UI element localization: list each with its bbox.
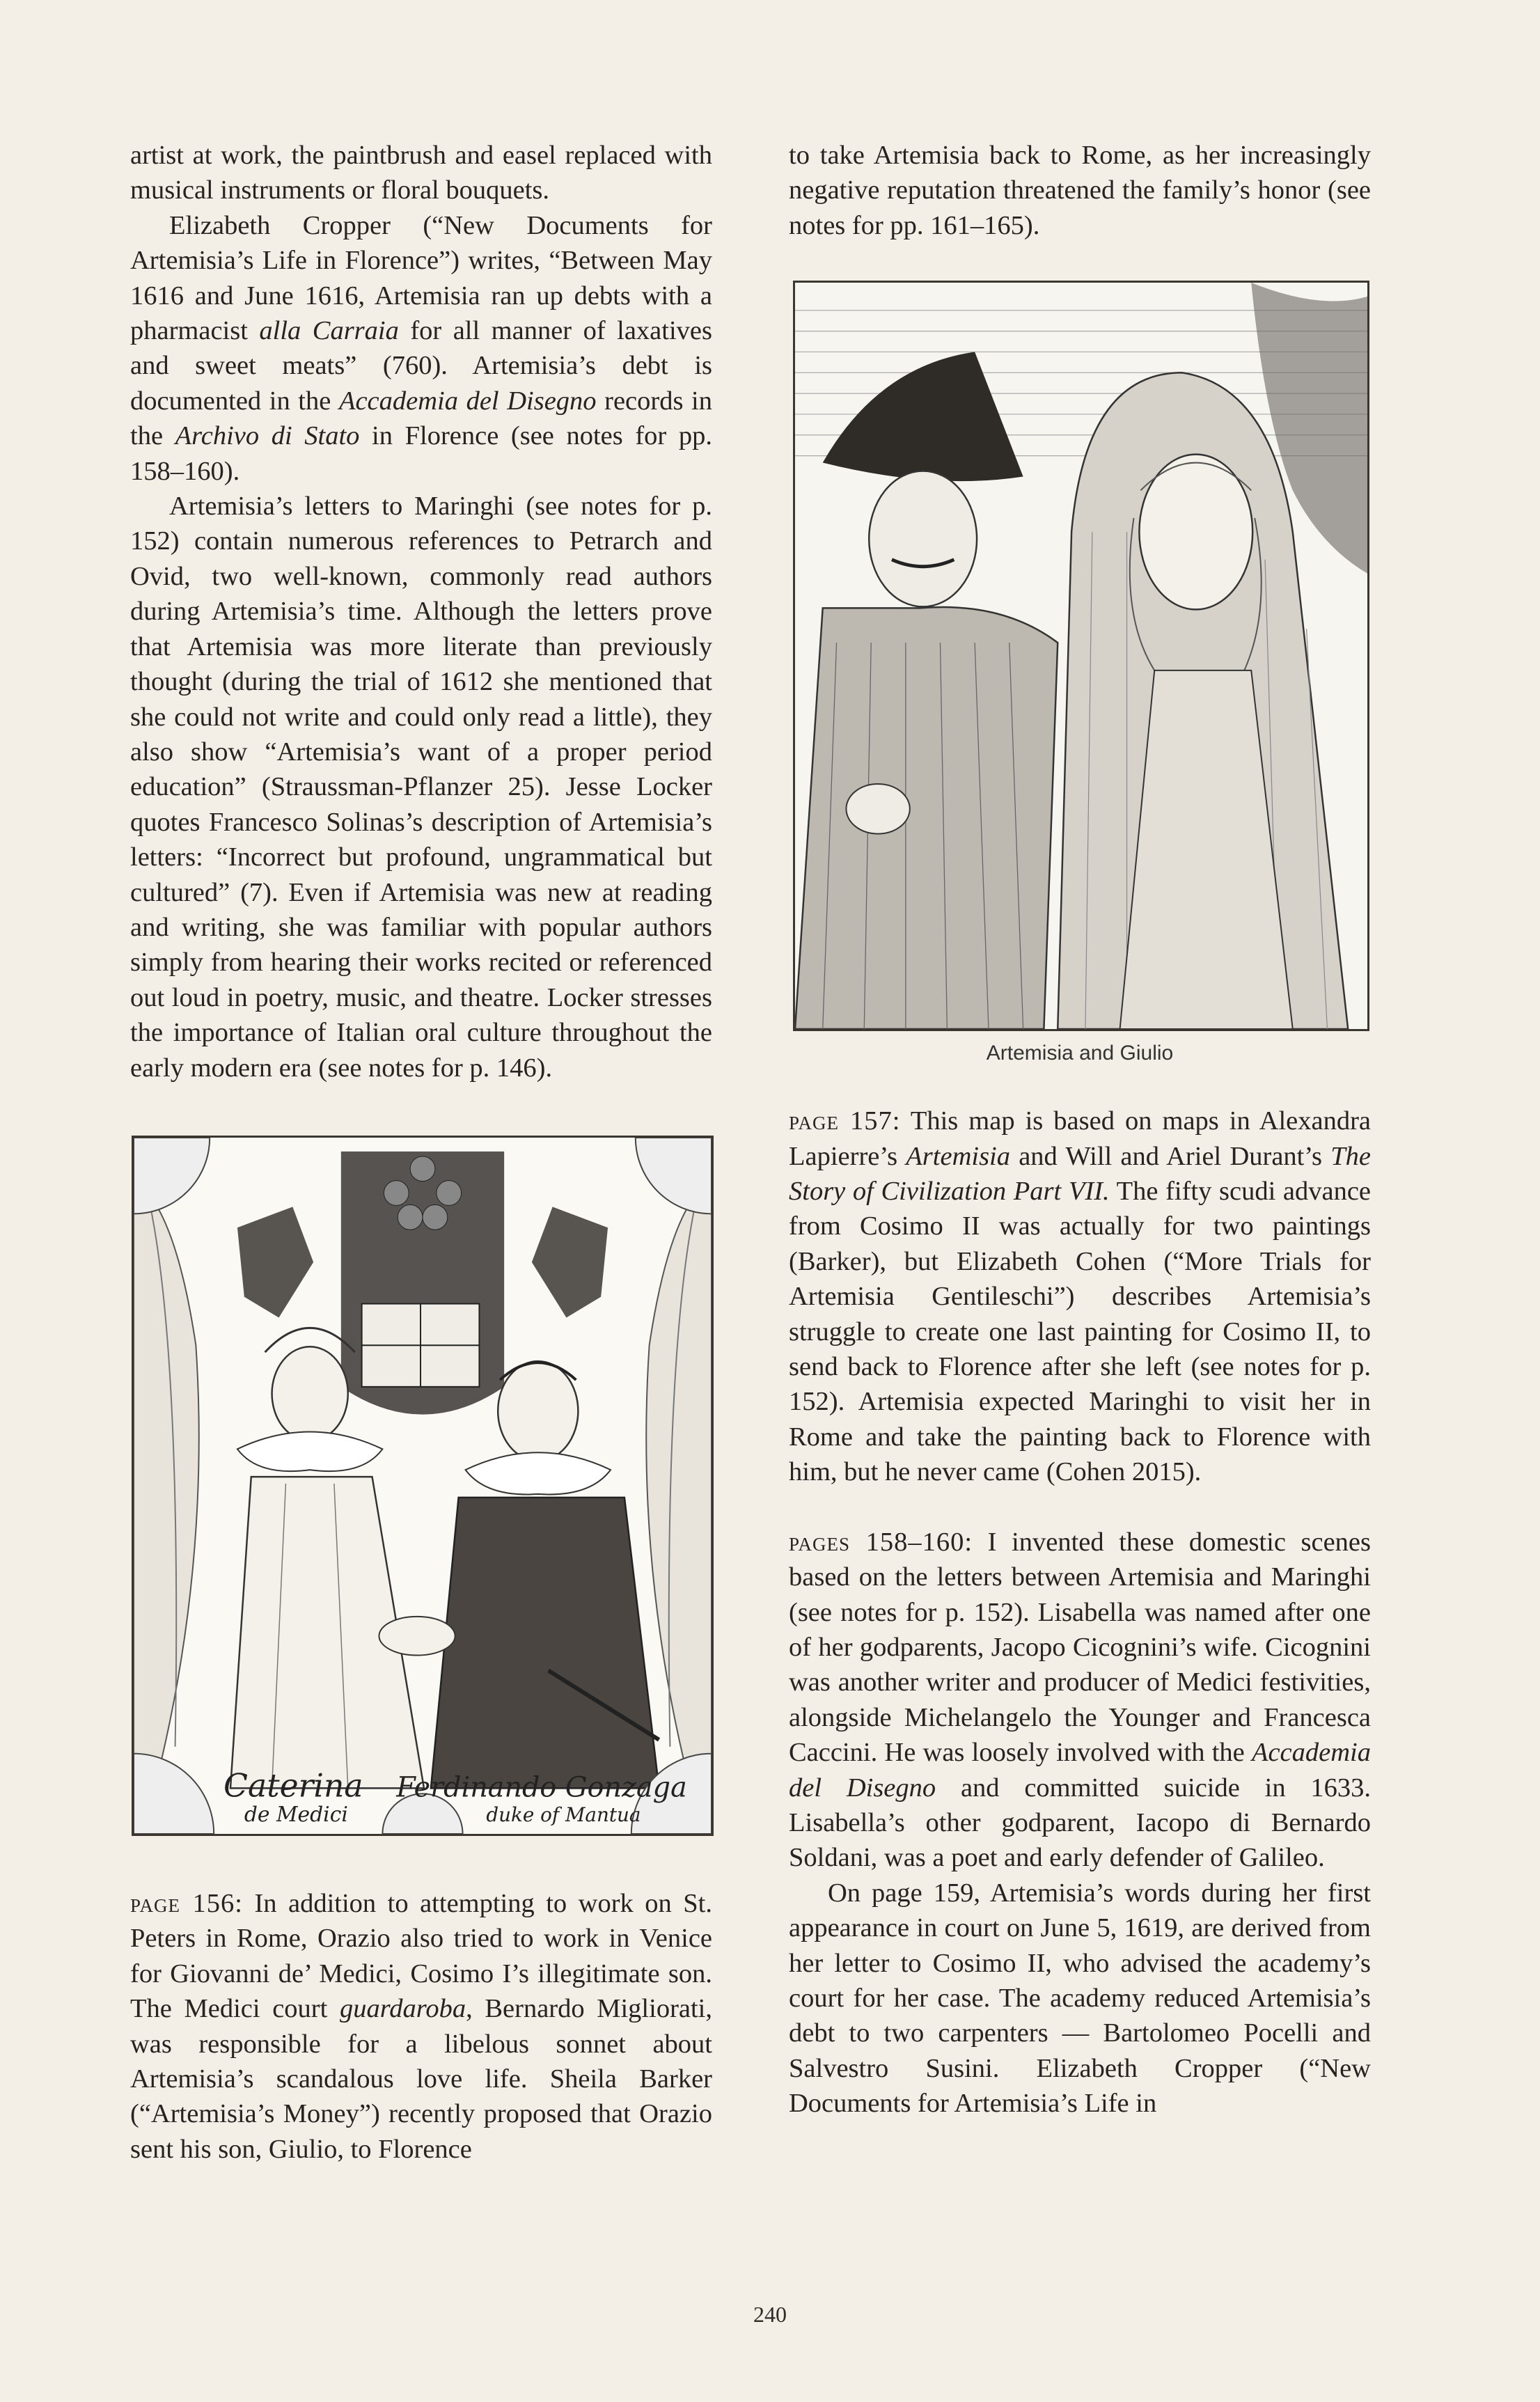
label-de-medici: de Medici bbox=[244, 1803, 348, 1828]
paragraph-court: On page 159, Artemisia’s words during her first appearance in court on June 5, 1619, are derived from her letter to Cosimo II, who advised the academy’s court for her case. The academy reduced Artemisia’s debt to two carpenters — Bartolomeo Pocelli and Salvestro Susini. Elizabeth Cropper (“New Documents for Artemisia’s Life in bbox=[789, 1878, 1371, 2119]
right-column bbox=[789, 138, 1371, 2121]
paragraph-continued: artist at work, the paintbrush and easel replaced with musical instruments or floral bouquets. bbox=[130, 141, 712, 205]
note-page-157: page 157: This map is based on maps in Alexandra Lapierre’s Artemisia and Will and Ariel Durant’s The Story of Civilization Part VII. The fifty scudi advance from Cosimo II was actually for two paintings (Barker), but Elizabeth Cohen (“More Trials for Artemisia Gentileschi”) describes Artemisia’s struggle to create one last painting for Cosimo II, to send back to Florence after she left (see notes for p. 152). Artemisia expected Maringhi to visit her in Rome and take the painting back to Florence with him, but he never came (Cohen 2015). bbox=[789, 1106, 1371, 1487]
illustration-artemisia-and-giulio bbox=[793, 281, 1369, 1031]
label-duke-of-mantua: duke of Mantua bbox=[486, 1803, 641, 1827]
page-number: 240 bbox=[753, 2302, 787, 2327]
label-ferdinando-gonzaga: Ferdinando Gonzaga bbox=[396, 1771, 687, 1804]
label-caterina: Caterina bbox=[223, 1767, 363, 1805]
paragraph-cropper: Elizabeth Cropper (“New Documents for Artemisia’s Life in Florence”) writes, “Between May 1616 and June 1616, Artemisia ran up debts with a pharmacist alla Carraia for all manner of laxatives and sweet meats” (760). Artemisia’s debt is documented in the Accademia del Disegno records in the Archivo di Stato in Florence (see notes for pp. 158–160). bbox=[130, 210, 712, 486]
note-page-156: page 156: In addition to attempting to work on St. Peters in Rome, Orazio also tried to work in Venice for Giovanni de’ Medici, Cosimo I’s illegitimate son. The Medici court guardaroba, Bernardo Migliorati, was responsible for a libelous sonnet about Artemisia’s scandalous love life. Sheila Barker (“Artemisia’s Money”) recently proposed that Orazio sent his son, Giulio, to Florence bbox=[130, 1888, 712, 2164]
illustration-caterina-ferdinando bbox=[132, 1136, 714, 1836]
paragraph-continued-right: to take Artemisia back to Rome, as her increasingly negative reputation threatened the family’s honor (see notes for pp. 161–165). bbox=[789, 141, 1371, 240]
note-pages-158-160: pages 158–160: I invented these domestic scenes based on the letters between Artemisia and Maringhi (see notes for p. 152). Lisabella was named after one of her godparents, Jacopo Cicognini’s wife. Cicognini was another writer and producer of Medici festivities, alongside Michelangelo the Younger and Francesca Caccini. He was loosely involved with the Accademia del Disegno and committed suicide in 1633. Lisabella’s other godparent, Iacopo di Bernardo Soldani, was a poet and early defender of Galileo. bbox=[789, 1527, 1371, 1873]
figure-caption: Artemisia and Giulio bbox=[986, 1042, 1174, 1065]
left-column bbox=[130, 138, 712, 2167]
paragraph-letters: Artemisia’s letters to Maringhi (see notes for p. 152) contain numerous references to Petrarch and Ovid, two well-known, commonly read authors during Artemisia’s time. Although the letters prove that Artemisia was more literate than previously thought (during the trial of 1612 she mentioned that she could not write and could only read a little), they also show “Artemisia’s want of a proper period education” (Straussman-Pflanzer 25). Jesse Locker quotes Francesco Solinas’s description of Artemisia’s letters: “Incorrect but profound, ungrammatical but cultured” (7). Even if Artemisia was new at reading and writing, she was familiar with popular authors simply from hearing their works recited or referenced out loud in poetry, music, and theatre. Locker stresses the importance of Italian oral culture throughout the early modern era (see notes for p. 146). bbox=[130, 492, 712, 1083]
